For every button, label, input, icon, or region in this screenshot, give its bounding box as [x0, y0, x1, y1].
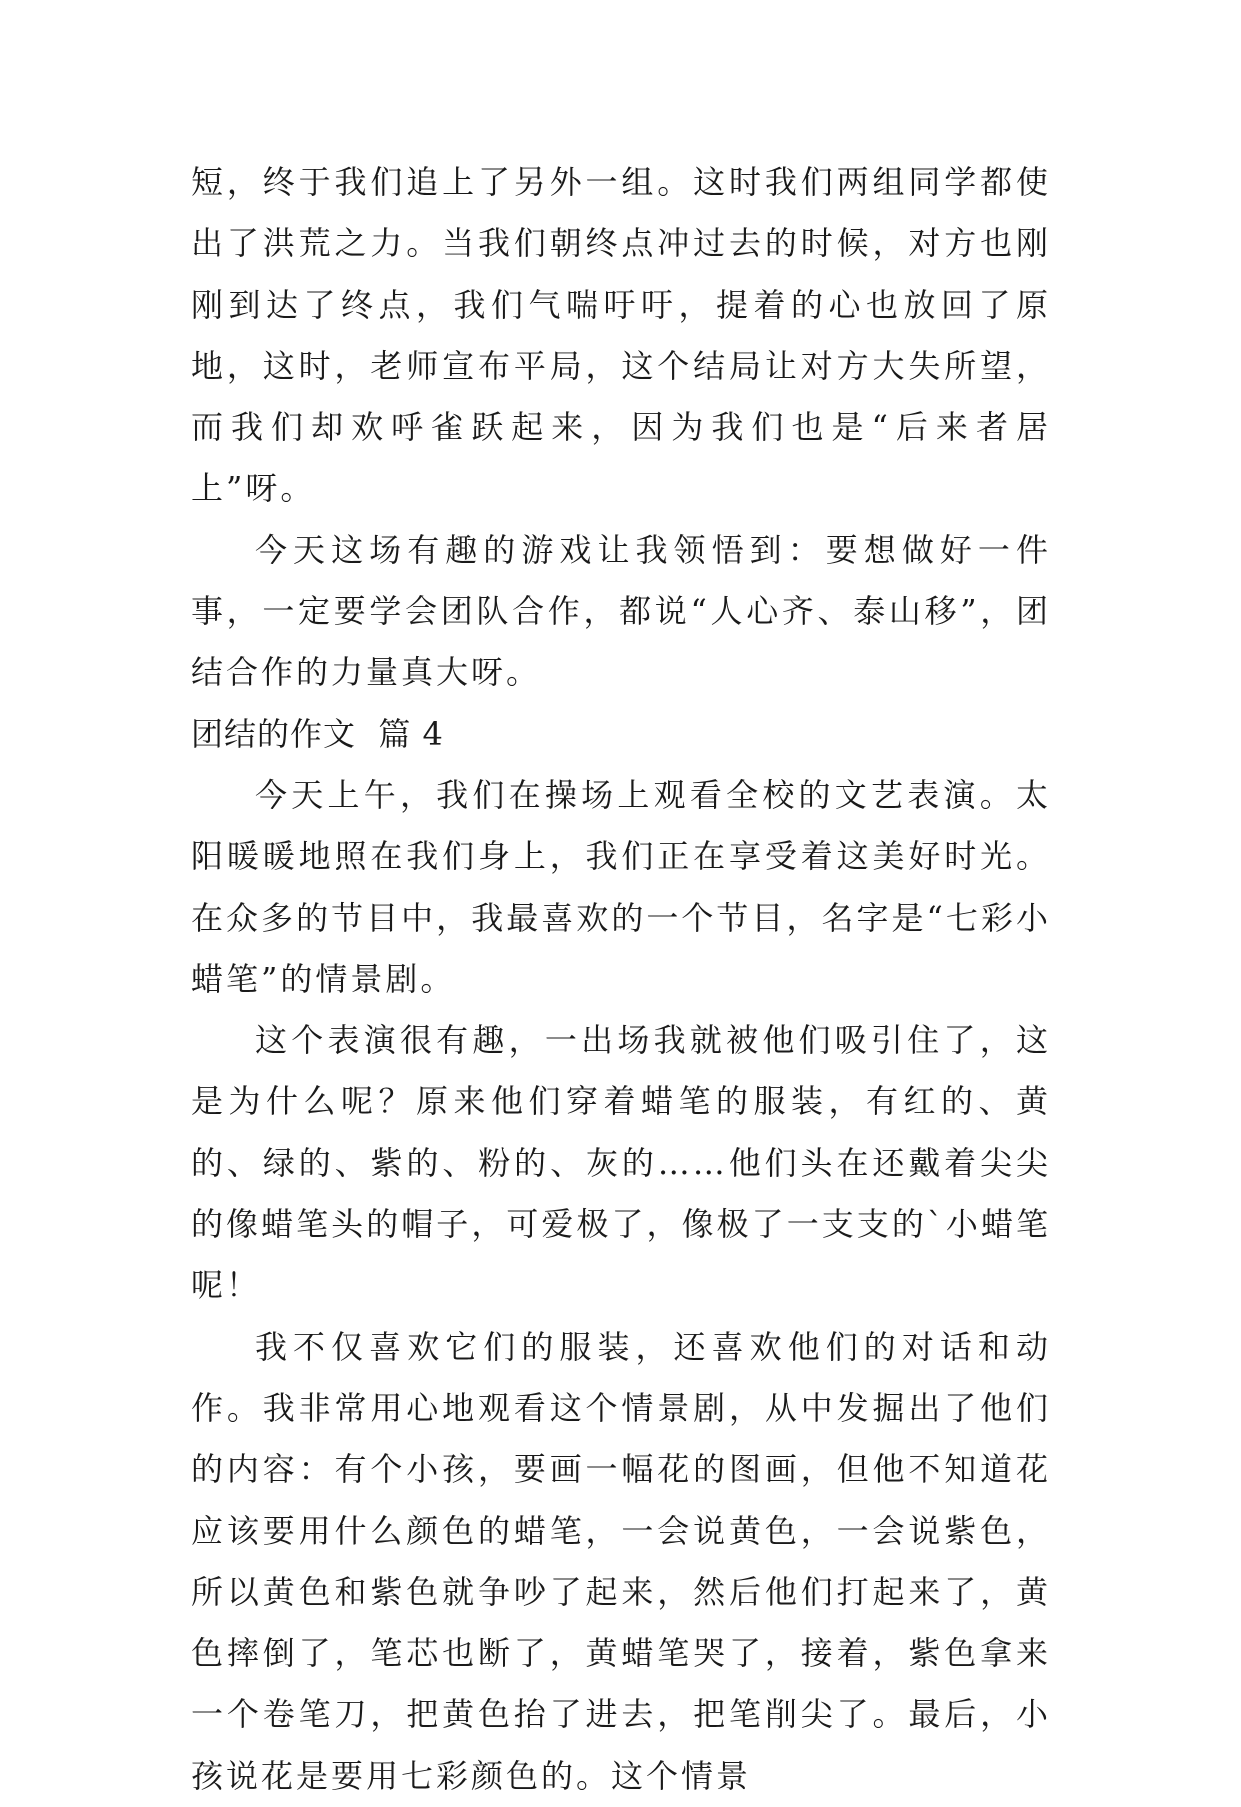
paragraph-intro: 今天上午，我们在操场上观看全校的文艺表演。太阳暖暖地照在我们身上，我们正在享受着这美好时光。在众多的节目中，我最喜欢的一个节目，名字是“七彩小蜡笔”的情景剧。 [191, 775, 1051, 998]
paragraph-costumes: 这个表演很有趣，一出场我就被他们吸引住了，这是为什么呢？原来他们穿着蜡笔的服装，有红的、黄的、绿的、紫的、粉的、灰的……他们头在还戴着尖尖的像蜡笔头的帽子，可爱极了，像极了一支支的`小蜡笔呢！ [191, 1021, 1051, 1305]
paragraph-story: 我不仅喜欢它们的服装，还喜欢他们的对话和动作。我非常用心地观看这个情景剧，从中发掘出了他们的内容：有个小孩，要画一幅花的图画，但他不知道花应该要用什么颜色的蜡笔，一会说黄色，一会说紫色，所以黄色和紫色就争吵了起来，然后他们打起来了，黄色摔倒了，笔芯也断了，黄蜡笔哭了，接着，紫色拿来一个卷笔刀，把黄色抬了进去，把笔削尖了。最后，小孩说花是要用七彩颜色的。这个情景 [191, 1327, 1051, 1795]
section-heading: 团结的作文 篇 4 [191, 714, 444, 753]
paragraph-conclusion: 今天这场有趣的游戏让我领悟到：要想做好一件事，一定要学会团队合作，都说“人心齐、泰山移”，团结合作的力量真大呀。 [191, 530, 1051, 692]
paragraph-continued: 短，终于我们追上了另外一组。这时我们两组同学都使出了洪荒之力。当我们朝终点冲过去的时候，对方也刚刚到达了终点，我们气喘吁吁，提着的心也放回了原地，这时，老师宣布平局，这个结局让对方大失所望，而我们却欢呼雀跃起来，因为我们也是“后来者居上”呀。 [191, 163, 1051, 508]
document-body [191, 152, 1051, 1807]
